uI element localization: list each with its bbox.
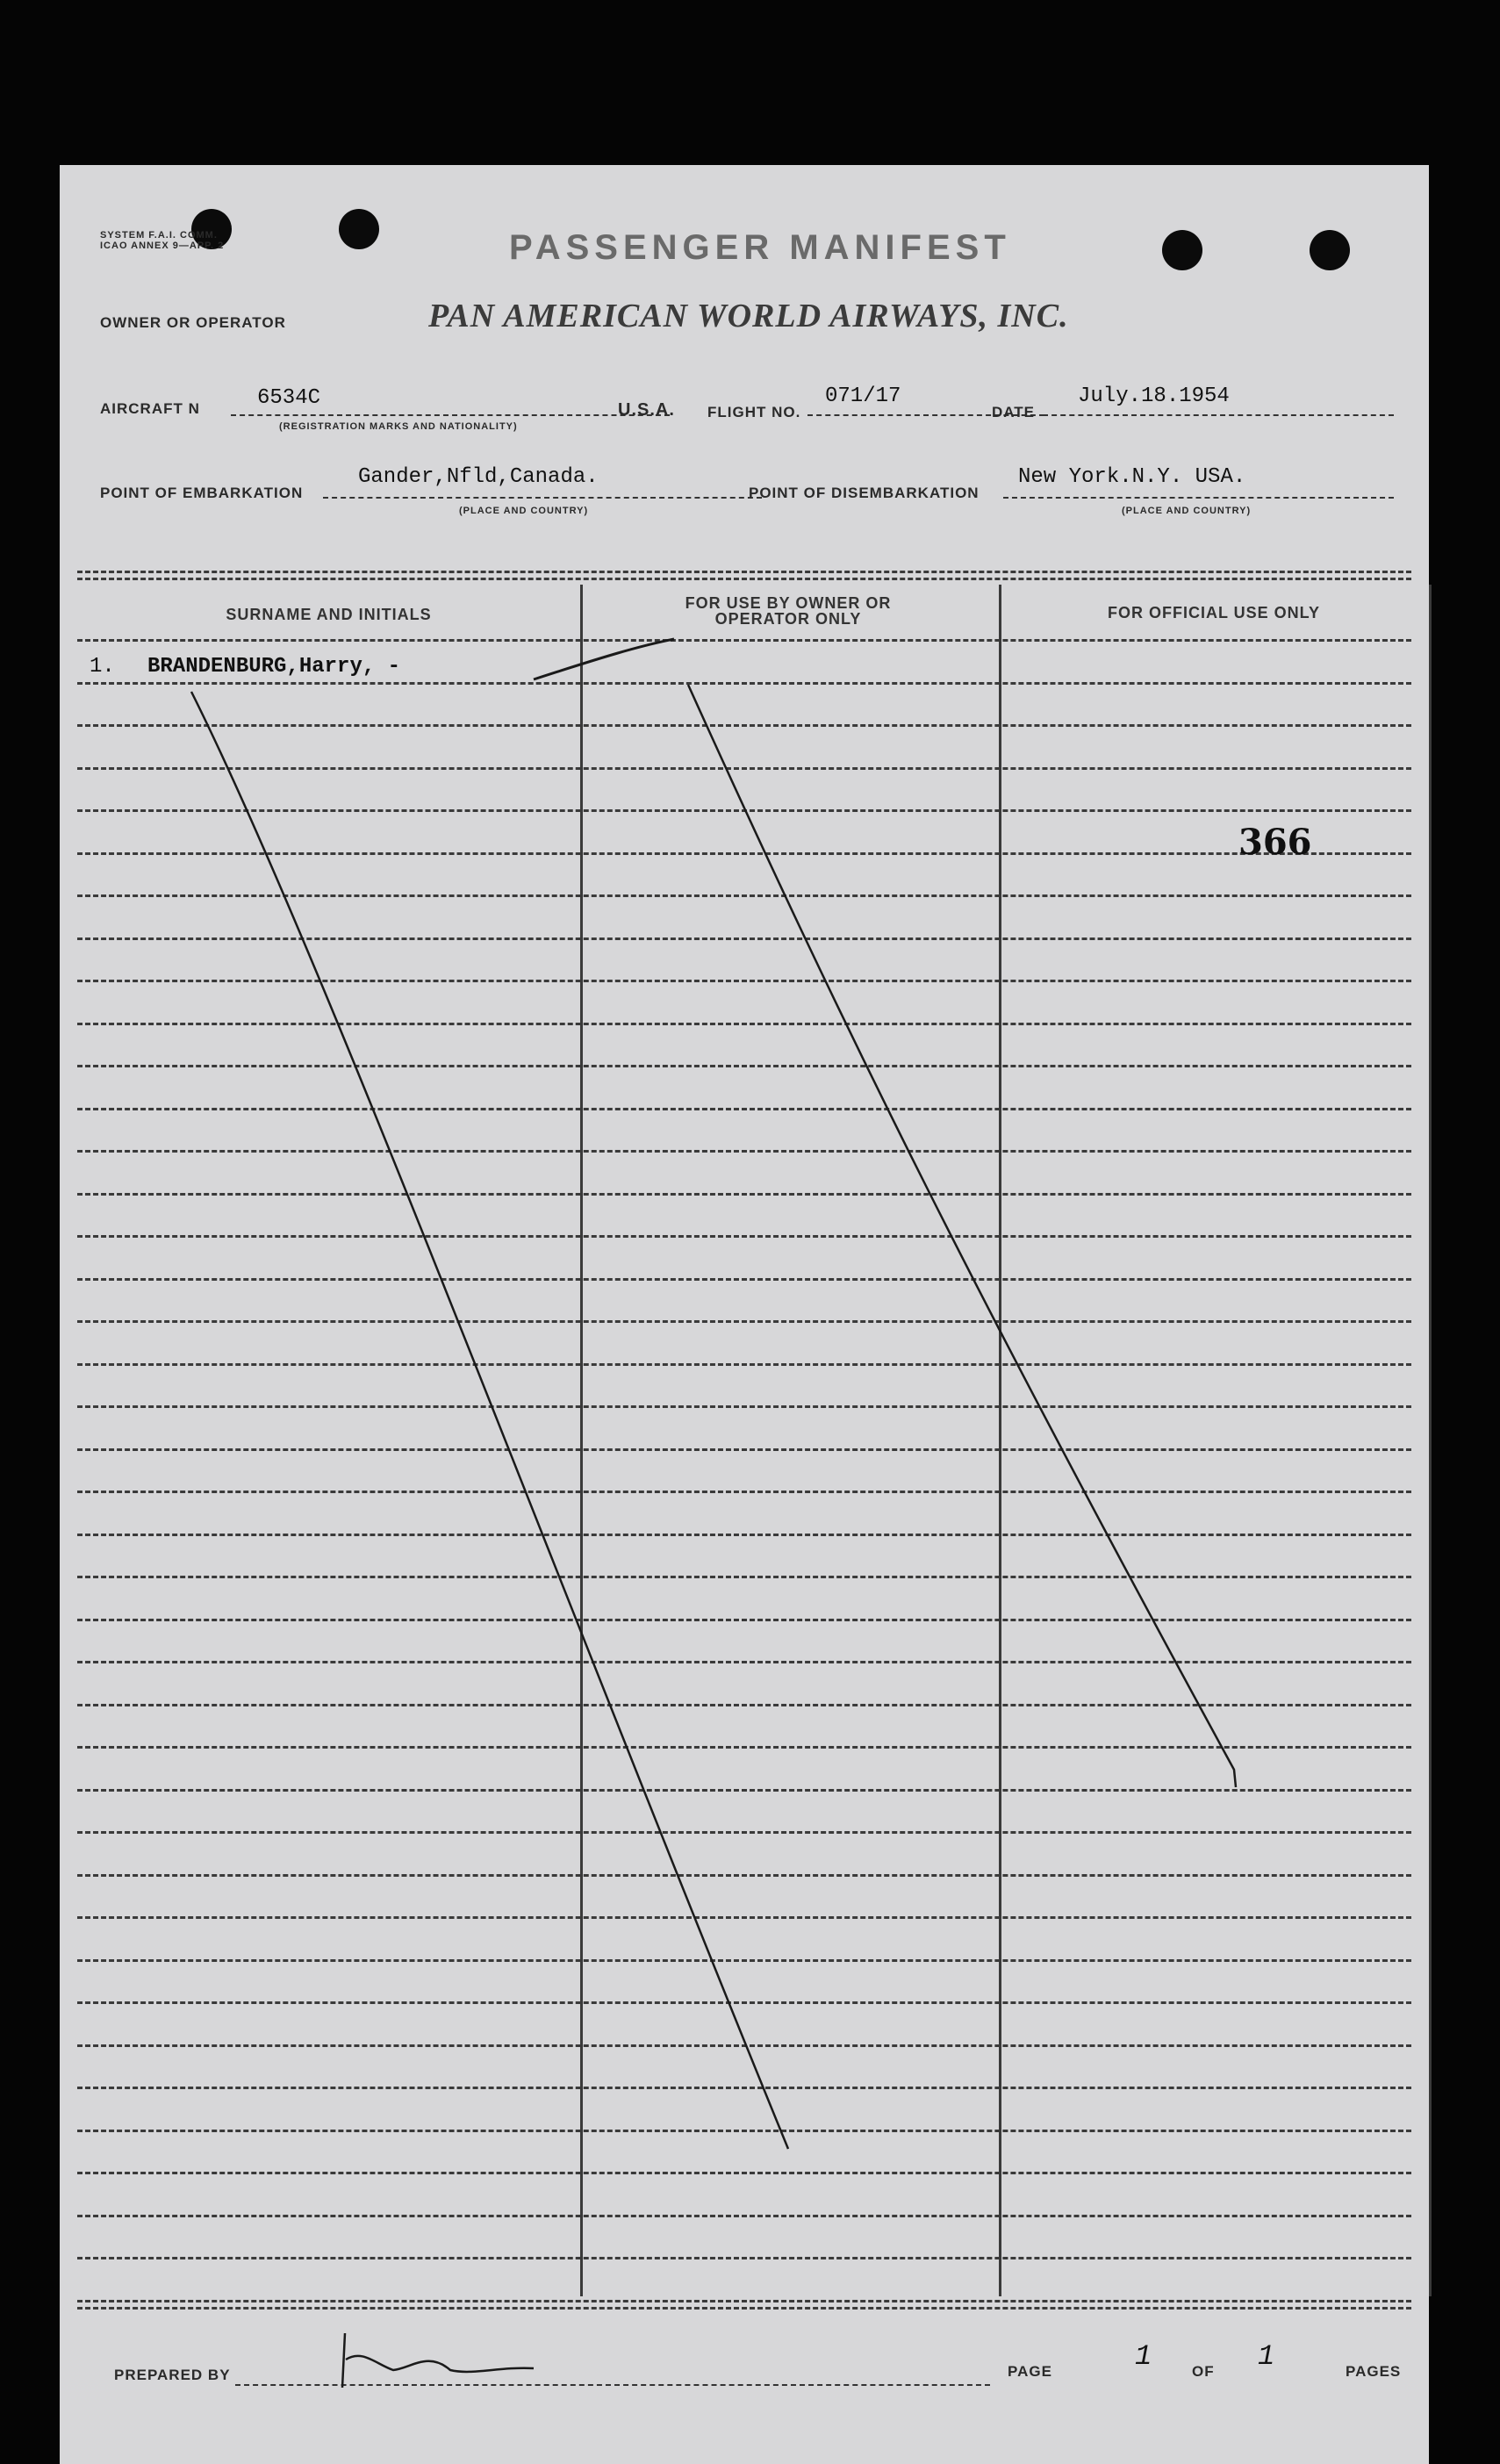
passenger-row-name: BRANDENBURG,Harry, -	[147, 655, 401, 679]
cancel-line-stroke	[688, 685, 1236, 1787]
disembarkation-value: New York.N.Y. USA.	[1018, 465, 1246, 489]
flight-label: FLIGHT NO.	[707, 404, 801, 420]
registration-caption: (REGISTRATION MARKS AND NATIONALITY)	[279, 421, 518, 432]
prepared-by-label: PREPARED BY	[114, 2367, 231, 2383]
aircraft-value: 6534C	[257, 386, 321, 410]
official-stamp-number: 366	[1238, 822, 1312, 863]
embarkation-label: POINT OF EMBARKATION	[100, 485, 304, 501]
disembarkation-label: POINT OF DISEMBARKATION	[749, 485, 980, 501]
form-reference-line: SYSTEM F.A.I. COMM.	[100, 230, 218, 241]
preparer-signature	[342, 2333, 534, 2388]
cancel-line-stroke	[191, 692, 788, 2149]
column-divider	[1429, 585, 1432, 2296]
manifest-sheet	[60, 165, 1429, 2464]
pages-label: PAGES	[1346, 2363, 1402, 2380]
pen-strokes	[60, 165, 1429, 2464]
passenger-row-number: 1.	[90, 655, 115, 679]
owner-label: OWNER OR OPERATOR	[100, 314, 286, 331]
form-reference-line: ICAO ANNEX 9—APP. 2	[100, 241, 225, 251]
column-header-operator: FOR USE BY OWNER OR OPERATOR ONLY	[685, 594, 892, 628]
embarkation-value: Gander,Nfld,Canada.	[358, 465, 599, 489]
page-title: PASSENGER MANIFEST	[509, 228, 1011, 267]
date-label: DATE	[992, 404, 1036, 420]
column-header-official: FOR OFFICIAL USE ONLY	[1107, 604, 1321, 621]
page-number: 1	[1135, 2340, 1152, 2373]
page-label: PAGE	[1008, 2363, 1052, 2380]
usa-label: U.S.A.	[618, 400, 675, 420]
pen-check-stroke	[534, 639, 674, 679]
flight-value: 071/17	[825, 384, 901, 408]
aircraft-label: AIRCRAFT N	[100, 400, 200, 417]
of-label: OF	[1192, 2363, 1215, 2380]
column-header-surname: SURNAME AND INITIALS	[226, 606, 432, 623]
date-value: July.18.1954	[1078, 384, 1230, 408]
disembarkation-caption: (PLACE AND COUNTRY)	[1122, 506, 1252, 516]
embarkation-caption: (PLACE AND COUNTRY)	[459, 506, 589, 516]
owner-value: PAN AMERICAN WORLD AIRWAYS, INC.	[428, 298, 1069, 334]
page-total: 1	[1258, 2340, 1275, 2373]
